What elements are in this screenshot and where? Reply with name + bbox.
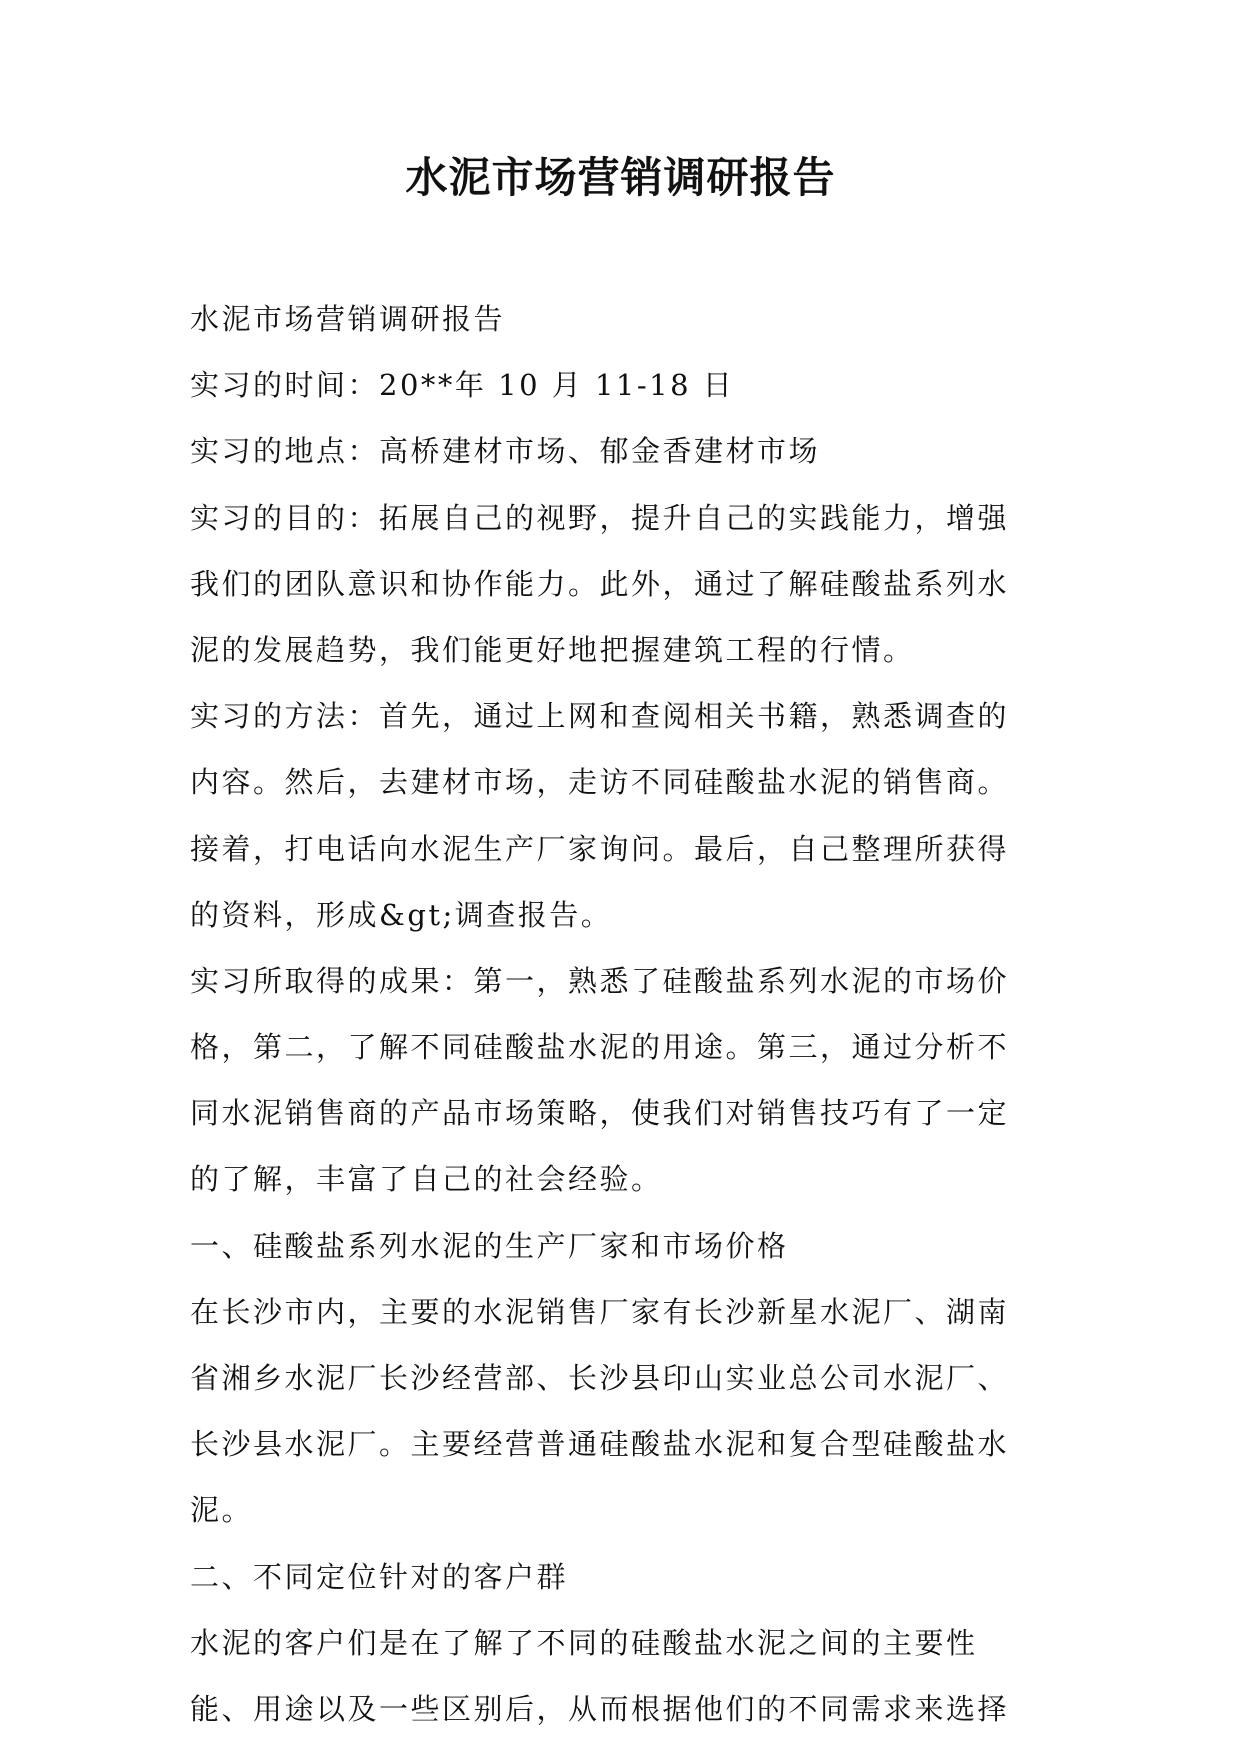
text-line: 能、用途以及一些区别后，从而根据他们的不同需求来选择: [190, 1691, 1010, 1726]
text-line: 泥。: [190, 1493, 254, 1528]
text-line: 同水泥销售商的产品市场策略，使我们对销售技巧有了一定: [190, 1096, 1010, 1131]
paragraph-internship-purpose: [190, 485, 1070, 684]
paragraph-internship-results: [190, 948, 1070, 1213]
paragraph-internship-method: [190, 683, 1070, 948]
section-heading-1: [190, 1213, 1070, 1279]
text-line: 在长沙市内，主要的水泥销售厂家有长沙新星水泥厂、湖南: [190, 1294, 1010, 1329]
text-line: 内容。然后，去建材市场，走访不同硅酸盐水泥的销售商。: [190, 765, 1010, 800]
text-line: 实习的方法：首先，通过上网和查阅相关书籍，熟悉调查的: [190, 699, 1010, 734]
paragraph-manufacturers: [190, 1279, 1070, 1544]
text-line: 实习的时间：20**年 10 月 11-18 日: [190, 368, 735, 403]
paragraph-internship-time: [190, 352, 1070, 418]
document-body: [190, 286, 1070, 1742]
text-line: 水泥的客户们是在了解了不同的硅酸盐水泥之间的主要性: [190, 1625, 978, 1660]
paragraph-internship-location: [190, 418, 1070, 484]
text-line: 实习所取得的成果：第一，熟悉了硅酸盐系列水泥的市场价: [190, 963, 1010, 998]
text-line: 水泥市场营销调研报告: [190, 302, 506, 336]
text-line: 省湘乡水泥厂长沙经营部、长沙县印山实业总公司水泥厂、: [190, 1361, 1010, 1395]
text-line: 格，第二，了解不同硅酸盐水泥的用途。第三，通过分析不: [190, 1030, 1010, 1065]
text-line: 二、不同定位针对的客户群: [190, 1559, 569, 1594]
text-line: 实习的地点：高桥建材市场、郁金香建材市场: [190, 434, 821, 469]
text-line: 的了解，丰富了自己的社会经验。: [190, 1162, 663, 1197]
text-line: 泥的发展趋势，我们能更好地把握建筑工程的行情。: [190, 632, 915, 667]
text-line: 的资料，形成&gt;调查报告。: [190, 897, 613, 932]
text-line: 实习的目的：拓展自己的视野，提升自己的实践能力，增强: [190, 500, 1010, 535]
paragraph-customers: [190, 1610, 1070, 1742]
text-line: 接着，打电话向水泥生产厂家询问。最后，自己整理所获得: [190, 831, 1010, 866]
text-line: 一、硅酸盐系列水泥的生产厂家和市场价格: [190, 1228, 789, 1263]
section-heading-2: [190, 1544, 1070, 1610]
paragraph-heading-repeat: [190, 286, 1070, 352]
text-line: 我们的团队意识和协作能力。此外，通过了解硅酸盐系列水: [190, 566, 1010, 601]
document-title: 水泥市场营销调研报告: [405, 153, 836, 202]
text-line: 长沙县水泥厂。主要经营普通硅酸盐水泥和复合型硅酸盐水: [190, 1427, 1010, 1462]
